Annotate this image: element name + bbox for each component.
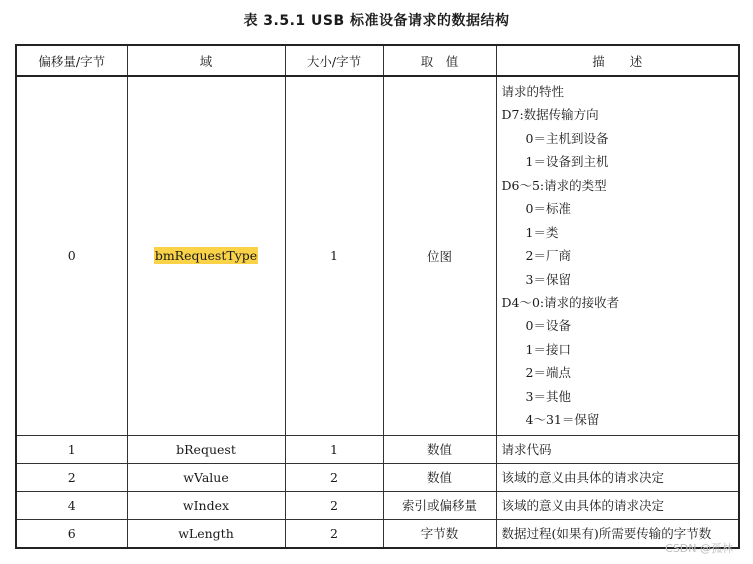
header-size: 大小/字节 xyxy=(285,45,383,76)
cell-size: 1 xyxy=(285,435,383,463)
table-title: 表 3.5.1 USB 标准设备请求的数据结构 xyxy=(243,13,510,29)
description-line: 0＝设备 xyxy=(525,318,571,334)
description-line: 1＝类 xyxy=(525,224,559,240)
description-line: 4～31＝保留 xyxy=(525,412,600,428)
header-value: 取 值 xyxy=(383,45,496,76)
cell-offset: 2 xyxy=(16,463,127,491)
cell-description xyxy=(496,76,739,435)
description-line: 2＝端点 xyxy=(525,365,571,381)
cell-offset: 4 xyxy=(16,491,127,519)
watermark: CSDN @孤林 xyxy=(665,542,733,555)
description-line: 3＝其他 xyxy=(525,388,571,404)
cell-size: 2 xyxy=(285,491,383,519)
table-row xyxy=(16,76,739,435)
description-line: D6～5:请求的类型 xyxy=(501,177,607,193)
highlighted-field: bmRequestType xyxy=(154,248,258,264)
description-line: 0＝主机到设备 xyxy=(525,130,609,146)
cell-value: 字节数 xyxy=(383,519,496,548)
description-line: 2＝厂商 xyxy=(525,248,571,264)
table-row xyxy=(16,463,739,491)
cell-description: 该域的意义由具体的请求决定 xyxy=(496,491,739,519)
cell-field: wValue xyxy=(127,463,285,491)
description-line: 3＝保留 xyxy=(525,271,571,287)
description-line: 0＝标准 xyxy=(525,201,571,217)
cell-value: 数值 xyxy=(383,463,496,491)
cell-size: 1 xyxy=(285,76,383,435)
description-line: 请求的特性 xyxy=(501,84,565,99)
cell-value: 索引或偏移量 xyxy=(383,491,496,519)
usb-request-table xyxy=(15,44,740,549)
description-line: 1＝接口 xyxy=(525,341,571,357)
cell-description: 请求代码 xyxy=(496,435,739,463)
description-line: 1＝设备到主机 xyxy=(525,154,609,170)
cell-description: 该域的意义由具体的请求决定 xyxy=(496,463,739,491)
cell-offset: 6 xyxy=(16,519,127,548)
table-row xyxy=(16,519,739,548)
cell-field: wIndex xyxy=(127,491,285,519)
header-offset: 偏移量/字节 xyxy=(16,45,127,76)
table-row xyxy=(16,435,739,463)
cell-value: 数值 xyxy=(383,435,496,463)
cell-offset: 0 xyxy=(16,76,127,435)
cell-field xyxy=(127,76,285,435)
description-list xyxy=(502,80,739,432)
cell-field: wLength xyxy=(127,519,285,548)
description-line: D4～0:请求的接收者 xyxy=(501,294,620,310)
cell-description: 数据过程(如果有)所需要传输的字节数 xyxy=(496,519,739,548)
cell-size: 2 xyxy=(285,463,383,491)
header-description: 描 述 xyxy=(496,45,739,76)
cell-value: 位图 xyxy=(383,76,496,435)
header-field: 域 xyxy=(127,45,285,76)
cell-size: 2 xyxy=(285,519,383,548)
cell-offset: 1 xyxy=(16,435,127,463)
cell-field: bRequest xyxy=(127,435,285,463)
table-row xyxy=(16,491,739,519)
header-row xyxy=(16,45,739,76)
description-line: D7:数据传输方向 xyxy=(501,107,599,123)
